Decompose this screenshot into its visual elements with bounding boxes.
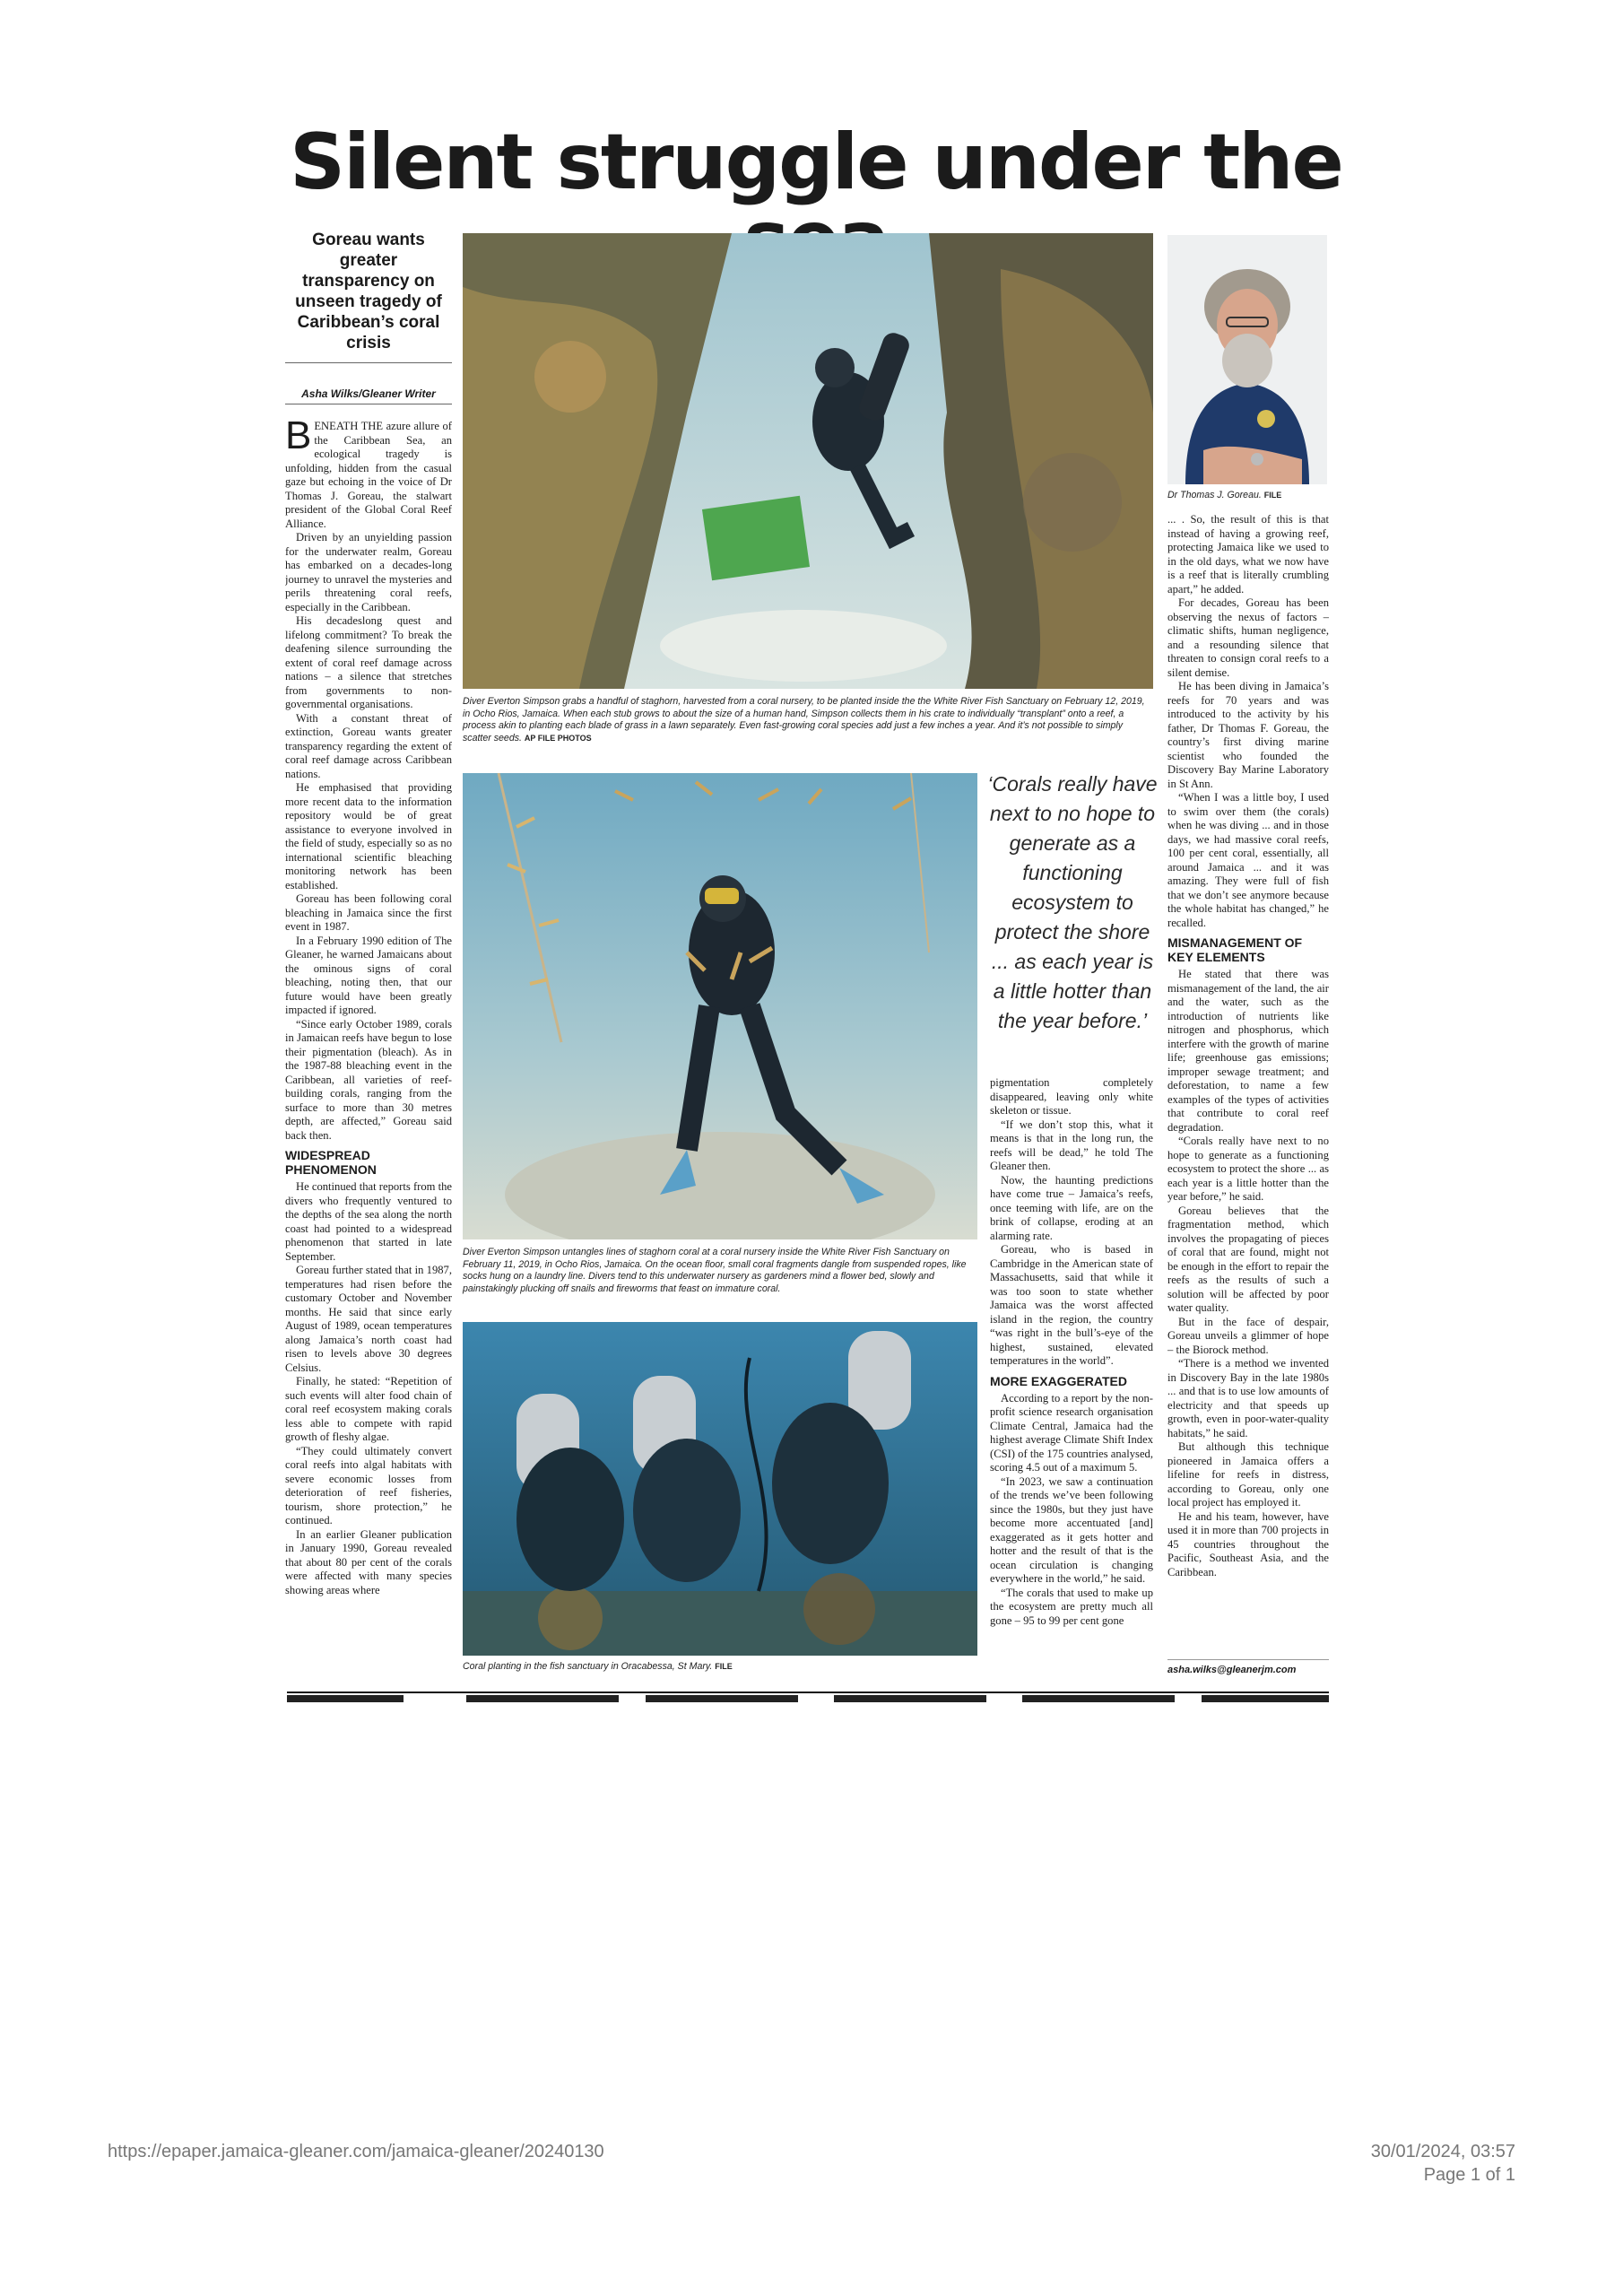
caption-photo-3: Coral planting in the fish sanctuary in Oracabessa, St Mary. FILE (463, 1661, 733, 1672)
paragraph: Goreau believes that the fragmentation method, which involves the propagating of pieces of coral that are found, might not be enough in the effort to repair the reefs as the results of such a solution will be affected by poor water quality. (1167, 1204, 1329, 1314)
paragraph: He emphasised that providing more recent data to the information repository would be of great assistance to everyone involved in the field of study, especially so as no international scientific bleaching monitoring network has been established. (285, 781, 452, 891)
paragraph: pigmentation completely disappeared, leaving only white skeleton or tissue. (990, 1076, 1153, 1117)
paragraph: But although this technique pioneered in Jamaica offers a lifeline for reefs in distress, according to Goreau, only one local project has employed it. (1167, 1440, 1329, 1509)
portrait-illustration (1167, 235, 1327, 484)
article-column-1 (285, 420, 452, 1681)
paragraph: He continued that reports from the divers who frequently ventured to the depths of the sea along the north coast had pointed to a widespread phenomenon that started in late September. (285, 1180, 452, 1263)
byline: Asha Wilks/Gleaner Writer (301, 387, 436, 400)
paragraph: His decadeslong quest and lifelong commitment? To break the deafening silence surrounding the extent of coral reef damage across nations – a silence that stretches from governments to non-governmental organisations. (285, 614, 452, 710)
paragraph: “There is a method we invented in Discovery Bay in the late 1980s ... and that is to use low amounts of electricity and that speeds up growth, even in poor-water-quality habitats,” he said. (1167, 1357, 1329, 1439)
article-column-4 (1167, 513, 1329, 1661)
email-rule (1167, 1659, 1329, 1660)
paragraph: Finally, he stated: “Repetition of such events will alter food chain of coral reef ecosystem making corals less able to compete with rapid growth of fleshy algae. (285, 1375, 452, 1443)
paragraph: He and his team, however, have used it in more than 700 projects in 45 countries throughout the Pacific, Southeast Asia, and the Caribbean. (1167, 1509, 1329, 1578)
headline: Silent struggle under the (290, 117, 1342, 207)
subhead-mismanagement: MISMANAGEMENT OF KEY ELEMENTS (1167, 935, 1303, 964)
paragraph: “When I was a little boy, I used to swim over them (the corals) when he was diving ... and in those days, we had massive coral reefs, 100 per cent coral, essentially, all around Jamaica ... and it was amazing. They were full of fish that we don’t see anymore because the whole habitat has changed,” he recalled. (1167, 791, 1329, 929)
paragraph: For decades, Goreau has been observing the nexus of factors – climatic shifts, human negligence, and a resounding silence that threaten to consign coral reefs to a silent demise. (1167, 596, 1329, 679)
paragraph: ... . So, the result of this is that instead of having a growing reef, protecting Jamaica like we used to in the old days, what we now have is a reef that is literally crumbling apart,” he added. (1167, 513, 1329, 596)
paragraph: In a February 1990 edition of The Gleaner, he warned Jamaicans about the ominous signs of coral bleaching, noting then, that our future would have been greatly impacted if ignored. (285, 934, 452, 1016)
paragraph: BENEATH THE azure allure of the Caribbean Sea, an ecological tragedy is unfolding, hidden from the casual gaze but echoing in the voice of Dr Thomas J. Goreau, the stalwart president of the Global Coral Reef Alliance. (285, 420, 452, 530)
subhead-widespread: WIDESPREAD PHENOMENON (285, 1148, 377, 1177)
paragraph: “They could ultimately convert coral reefs into algal habitats with severe economic losses from deterioration of reef fisheries, tourism, shore protection,” he continued. (285, 1444, 452, 1526)
deck-subheading: Goreau wants greater transparency on unseen tragedy of Caribbean’s coral crisis (295, 230, 442, 352)
paragraph: “If we don’t stop this, what it means is that in the long run, the reefs will be dead,” he told The Gleaner then. (990, 1118, 1153, 1172)
paragraph: “Corals really have next to no hope to generate as a functioning ecosystem to protect the shore ... as each year is a little hotter than the year before,” he said. (1167, 1135, 1329, 1203)
bottom-strip (287, 1692, 1329, 1704)
paragraph: Goreau further stated that in 1987, temperatures had risen before the customary October and November months. He said that since early August of 1989, ocean temperatures along Jamaica’s north coast had risen to levels above 30 degrees Celsius. (285, 1264, 452, 1374)
caption-photo-2: Diver Everton Simpson untangles lines of staghorn coral at a coral nursery inside the White River Fish Sanctuary on February 11, 2019, in Ocho Rios, Jamaica. On the ocean floor, small coral fragments dangle from suspended ropes, like socks hung on a laundry line. Divers tend to this underwater nursery as gardeners mind a flower bed, slowly and painstakingly plucking off snails and fireworms that feast on immature coral. (463, 1247, 967, 1294)
subhead-more-exaggerated: MORE EXAGGERATED (990, 1373, 1127, 1388)
paragraph: “In 2023, we saw a continuation of the trends we’ve been following since the 1980s, but they just have become more accentuated [and] exaggerated as it gets hotter and hotter and the result of that is the ocean circulation is changing everywhere in the world,” he said. (990, 1474, 1153, 1585)
article-column-3 (990, 1076, 1153, 1681)
paragraph: With a constant threat of extinction, Goreau wants greater transparency regarding the extent of coral reef damage across Caribbean nations. (285, 711, 452, 780)
paragraph: Goreau has been following coral bleaching in Jamaica since the first event in 1987. (285, 892, 452, 933)
paragraph: “The corals that used to make up the ecosystem are pretty much all gone – 95 to 99 per cent gone (990, 1586, 1153, 1627)
photo-diver-crate (463, 233, 1153, 689)
paragraph: According to a report by the non-profit science research organisation Climate Central, Jamaica had the highest average Climate Shift Index (CSI) of the 175 countries analysed, scoring 4.5 out of a maximum 5. (990, 1391, 1153, 1474)
footer-url[interactable]: https://epaper.jamaica-gleaner.com/jamaica-gleaner/20240130 (108, 2142, 604, 2161)
paragraph: “Since early October 1989, corals in Jamaican reefs have begun to lose their pigmentation (bleach). As in the 1987-88 bleaching event in the Caribbean, all varieties of reef-building corals, ranging from the surface to more than 30 metres depth, are affected,” Goreau said back then. (285, 1017, 452, 1142)
paragraph: He stated that there was mismanagement of the land, the air and the water, such as the introduction of nutrients like nitrogen and phosphorus, which interfere with the growth of marine life; greenhouse gas emissions; improper sewage treatment; and deforestation, to name a few examples of the types of activities that contribute to coral reef degradation. (1167, 968, 1329, 1134)
deck-rule (285, 362, 452, 363)
photo-divers-planting (463, 1322, 977, 1656)
pull-quote: ‘Corals really have next to no hope to generate as a functioning ecosystem to protect the shore ... as each year is a little hotter than the year before.’ (987, 772, 1158, 1032)
caption-portrait: Dr Thomas J. Goreau. FILE (1167, 490, 1282, 500)
footer-page-number: Page 1 of 1 (1423, 2165, 1515, 2185)
photo-portrait-goreau (1167, 235, 1327, 484)
paragraph: Now, the haunting predictions have come true – Jamaica’s reefs, once teeming with life, are on the brink of collapse, eroding at an alarming rate. (990, 1173, 1153, 1242)
author-email[interactable]: asha.wilks@gleanerjm.com (1167, 1665, 1297, 1675)
paragraph: He has been diving in Jamaica’s reefs for 70 years and was introduced to the activity by his father, Dr Thomas F. Goreau, the country’s first diving marine scientist who founded the Discovery Bay Marine Laboratory in St Ann. (1167, 680, 1329, 790)
paragraph: Driven by an unyielding passion for the underwater realm, Goreau has embarked on a decades-long journey to unravel the mysteries and perils threatening coral reefs, especially in the Caribbean. (285, 531, 452, 613)
diver-crate-illustration (463, 233, 1153, 689)
caption-photo-1: Diver Everton Simpson grabs a handful of staghorn, harvested from a coral nursery, to be planted inside the the White River Fish Sanctuary on February 12, 2019, in Ocho Rios, Jamaica. When each stub grows to about the size of a human hand, Simpson collects them in his crate to individually “transplant” onto a reef, a process akin to planting each blade of grass in a lawn separately. Even fast-growing coral species add just a few inches a year. And it’s not possible to simply scatter seeds. AP FILE PHOTOS (463, 696, 1145, 744)
photo-coral-nursery (463, 773, 977, 1239)
divers-planting-illustration (463, 1322, 977, 1656)
paragraph: But in the face of despair, Goreau unveils a glimmer of hope – the Biorock method. (1167, 1315, 1329, 1356)
paragraph: In an earlier Gleaner publication in January 1990, Goreau revealed that about 80 per cent of the corals were affected with many species showing areas where (285, 1527, 452, 1596)
coral-nursery-illustration (463, 773, 977, 1239)
footer-datetime: 30/01/2024, 03:57 (1370, 2142, 1515, 2161)
paragraph: Goreau, who is based in Cambridge in the American state of Massachusetts, said that while it was too soon to state whether Jamaica was the worst affected island in the region, the country “was right in the bull’s-eye of the highest, sustained, elevated temperatures in the world”. (990, 1243, 1153, 1367)
